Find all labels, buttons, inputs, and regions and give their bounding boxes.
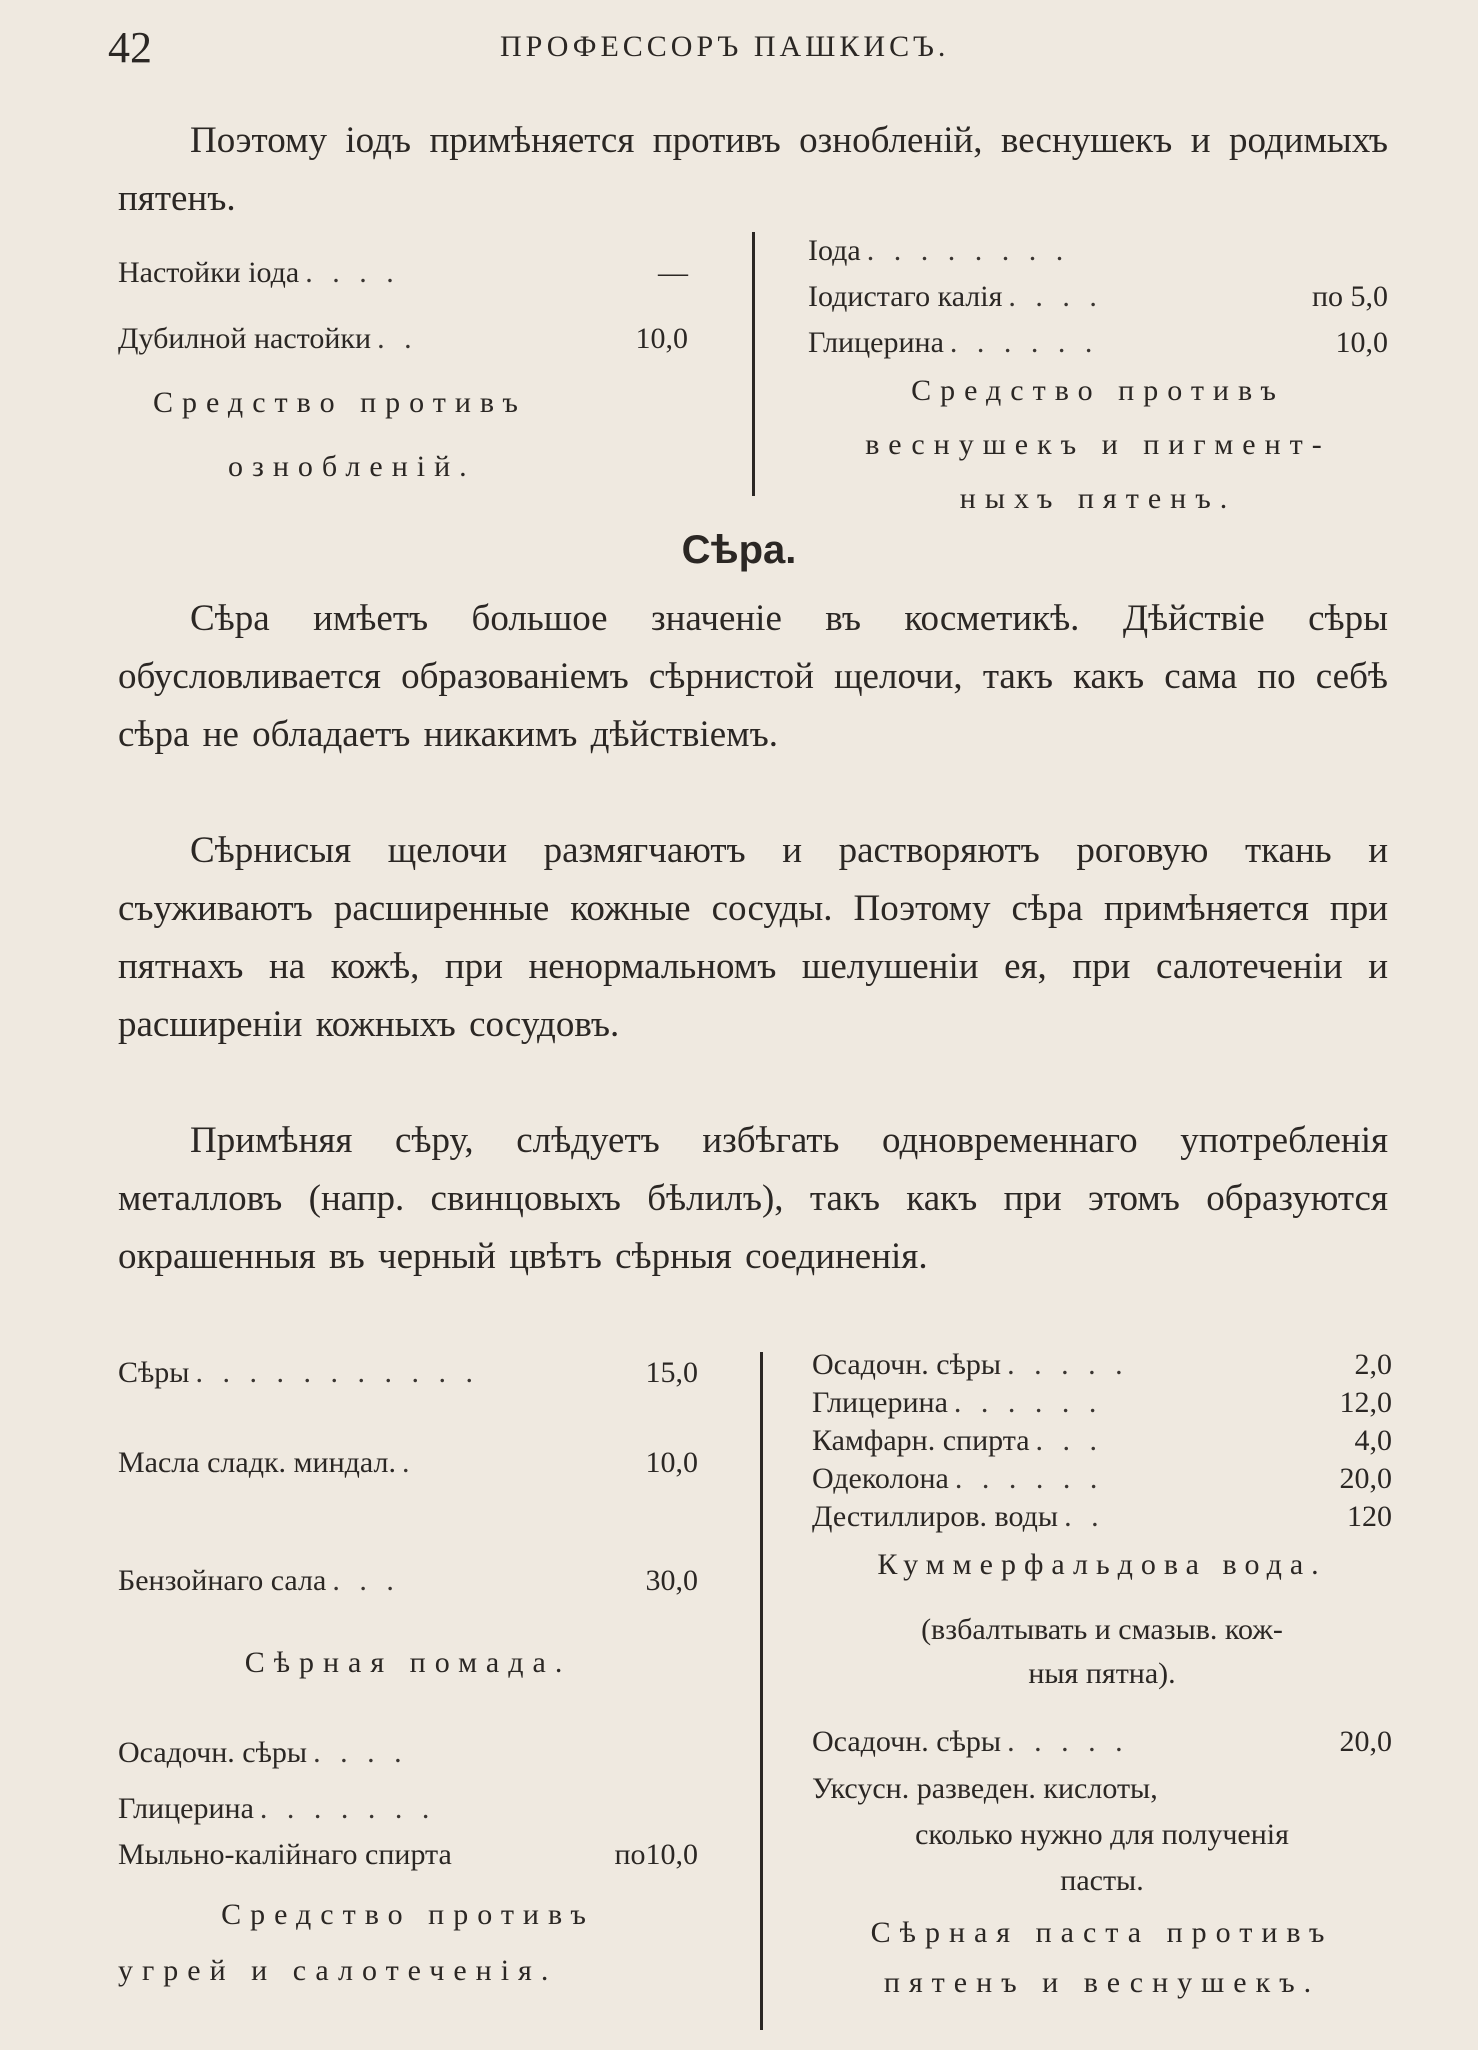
ingredient-quantity: 12,0 — [1339, 1386, 1392, 1419]
ingredient-name: Сѣры — [118, 1356, 190, 1389]
recipe-iodine-glycerin — [808, 228, 1388, 524]
ingredient-row — [118, 1558, 698, 1604]
ingredient-quantity: 20,0 — [1339, 1725, 1392, 1758]
ingredient-quantity: по 5,0 — [1311, 280, 1388, 313]
ingredient-name: Осадочн. сѣры — [812, 1348, 1002, 1381]
recipe-caption: пятенъ и веснушекъ. — [883, 1966, 1321, 1999]
ingredient-row — [118, 1730, 698, 1776]
column-divider — [760, 1352, 763, 2030]
ingredient-row — [808, 274, 1388, 320]
recipe-text: Уксусн. разведен. кислоты, — [812, 1772, 1158, 1805]
recipe-note: ныя пятна). — [1028, 1657, 1176, 1690]
ingredient-name: Глицерина — [812, 1386, 948, 1419]
leader-dots: . . . . . . — [949, 326, 1099, 359]
recipe-note: (взбалтывать и смазыв. кож- — [921, 1613, 1283, 1646]
ingredient-name: Масла сладк. миндал. — [118, 1446, 396, 1479]
recipe-caption: ознобленій. — [228, 450, 476, 483]
ingredient-quantity: 2,0 — [1354, 1348, 1392, 1381]
recipe-caption: Сѣрная паста противъ — [870, 1916, 1334, 1949]
ingredient-name: Осадочн. сѣры — [812, 1725, 1002, 1758]
leader-dots: . . . . — [305, 256, 400, 289]
section-heading: Сѣра. — [681, 528, 797, 572]
ingredient-row — [118, 1350, 698, 1396]
ingredient-name: Одеколона — [812, 1462, 949, 1495]
leader-dots: . . . — [1035, 1424, 1104, 1457]
leader-dots: . . . . — [1008, 280, 1103, 313]
recipe-caption: Средство противъ — [221, 1898, 595, 1931]
leader-dots: . . . . . . . . — [866, 234, 1070, 267]
recipe-acne-remedy — [118, 1730, 698, 1996]
ingredient-quantity: по10,0 — [614, 1838, 698, 1871]
ingredient-quantity: 120 — [1347, 1500, 1392, 1533]
recipe-sulfur-paste — [812, 1718, 1392, 2008]
page-number: 42 — [108, 23, 152, 72]
recipe-caption: Куммерфальдова вода. — [877, 1548, 1327, 1581]
ingredient-name: Іода — [808, 234, 861, 267]
leader-dots: . . . — [332, 1564, 400, 1597]
leader-dots: . . . . . . . . . . . — [195, 1356, 479, 1389]
ingredient-quantity: 10,0 — [1335, 326, 1388, 359]
ingredient-row — [812, 1460, 1392, 1498]
ingredient-row — [812, 1498, 1392, 1536]
running-head: ПРОФЕССОРЪ ПАШКИСЪ. — [500, 30, 950, 63]
recipe-caption: Сѣрная помада. — [244, 1646, 572, 1679]
leader-dots: . — [401, 1446, 416, 1479]
ingredient-quantity: 30,0 — [645, 1564, 698, 1597]
column-divider — [752, 232, 755, 496]
ingredient-quantity: 15,0 — [645, 1356, 698, 1389]
ingredient-row — [812, 1422, 1392, 1460]
body-paragraph: Сѣра имѣетъ большое значеніе въ косметикѣ. Дѣйствіе сѣры обусловливается образованіемъ сѣрнистой щелочи, такъ какъ сама по себѣ сѣра не обладаетъ никакимъ дѣйствіемъ. — [118, 598, 1388, 755]
ingredient-row — [118, 1786, 698, 1832]
recipe-text: сколько нужно для полученія — [915, 1818, 1289, 1851]
leader-dots: . . — [377, 322, 418, 355]
leader-dots — [452, 1832, 615, 1878]
recipe-kummerfeld-water — [812, 1346, 1392, 1696]
ingredient-name: Глицерина — [118, 1792, 254, 1825]
body-paragraph: Примѣняя сѣру, слѣдуетъ избѣгать одновременнаго употребленія металловъ (напр. свинцовыхъ бѣлилъ), такъ какъ при этомъ образуются окрашенныя въ черный цвѣтъ сѣрныя соединенія. — [118, 1120, 1388, 1277]
leader-dots: . . . . . . . — [259, 1792, 436, 1825]
leader-dots: . . . . — [313, 1736, 408, 1769]
ingredient-name: Бензойнаго сала — [118, 1564, 327, 1597]
ingredient-name: Осадочн. сѣры — [118, 1736, 308, 1769]
leader-dots: . . — [1064, 1500, 1105, 1533]
ingredient-quantity: 4,0 — [1354, 1424, 1392, 1457]
ingredient-row — [808, 320, 1388, 366]
recipe-sulfur-pomade — [118, 1350, 698, 1688]
ingredient-quantity: 20,0 — [1339, 1462, 1392, 1495]
recipe-caption: ныхъ пятенъ. — [959, 482, 1237, 515]
leader-dots: . . . . . . — [954, 1462, 1104, 1495]
ingredient-row — [118, 316, 688, 362]
recipe-caption: веснушекъ и пигмент- — [865, 428, 1331, 461]
ingredient-name: Іодистаго калія — [808, 280, 1003, 313]
leader-dots: . . . . . — [1007, 1348, 1129, 1381]
ingredient-row — [812, 1346, 1392, 1384]
ingredient-name: Дубилной настойки — [118, 322, 372, 355]
ingredient-row — [812, 1384, 1392, 1422]
intro-paragraph: Поэтому іодъ примѣняется противъ ознобленій, веснушекъ и родимыхъ пятенъ. — [118, 120, 1388, 219]
body-paragraph: Сѣрнисыя щелочи размягчаютъ и растворяютъ роговую ткань и съуживаютъ расширенные кожные сосуды. Поэтому сѣра примѣняется при пятнахъ на кожѣ, при ненормальномъ шелушеніи ея, при салотеченіи и расширеніи кожныхъ сосудовъ. — [118, 830, 1388, 1045]
ingredient-quantity: — — [658, 256, 688, 289]
recipe-text: пасты. — [1060, 1864, 1144, 1897]
recipe-caption: Средство противъ — [911, 374, 1285, 407]
ingredient-row — [118, 250, 688, 296]
ingredient-name: Камфарн. спирта — [812, 1424, 1030, 1457]
recipe-caption: Средство противъ — [153, 386, 527, 419]
ingredient-row — [118, 1440, 698, 1486]
ingredient-row — [812, 1718, 1392, 1766]
ingredient-row — [808, 228, 1388, 274]
ingredient-quantity: 10,0 — [645, 1446, 698, 1479]
ingredient-name: Дестиллиров. воды — [812, 1500, 1059, 1533]
ingredient-name: Мыльно-калійнаго спирта — [118, 1838, 452, 1871]
ingredient-row — [118, 1832, 698, 1878]
recipe-iodine-tannin — [118, 250, 688, 492]
recipe-caption: угрей и салотеченія. — [118, 1954, 558, 1987]
leader-dots: . . . . . — [1007, 1725, 1129, 1758]
ingredient-name: Настойки іода — [118, 256, 300, 289]
ingredient-name: Глицерина — [808, 326, 944, 359]
leader-dots: . . . . . . — [953, 1386, 1103, 1419]
ingredient-quantity: 10,0 — [635, 322, 688, 355]
